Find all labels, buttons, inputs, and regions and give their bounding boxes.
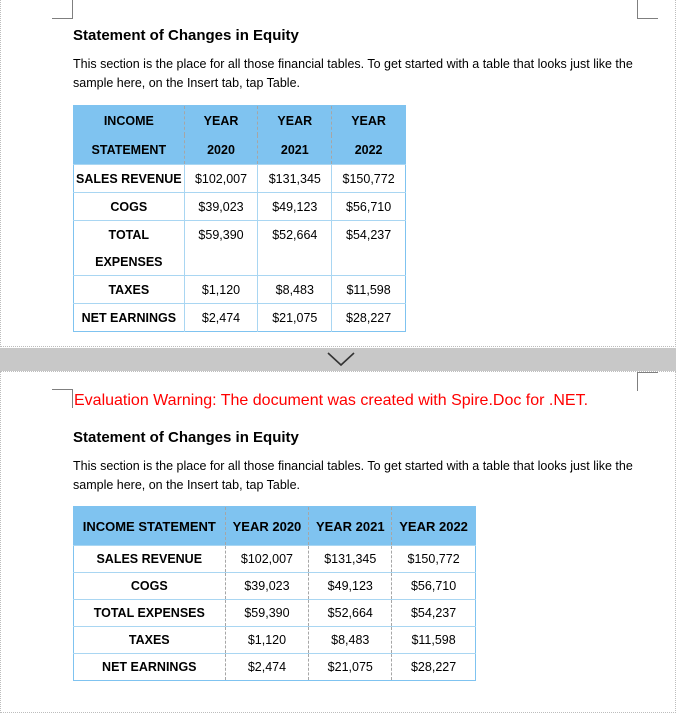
value-cell: $56,710 <box>392 573 476 600</box>
value-cell: $1,120 <box>184 276 258 304</box>
document-page-1 <box>0 0 676 347</box>
section-body: This section is the place for all those financial tables. To get started with a table that looks just like the sample here, on the Insert tab, tap Table. <box>73 57 633 90</box>
value-cell: $2,474 <box>225 654 309 681</box>
table-row <box>74 304 406 332</box>
table-row <box>74 276 406 304</box>
evaluation-warning: Evaluation Warning: The document was created with Spire.Doc for .NET. <box>74 392 589 409</box>
table-row <box>74 654 476 681</box>
page-gap <box>0 348 676 371</box>
table-header-cell: YEAR 2022 <box>392 507 476 546</box>
table-header-row <box>74 507 476 546</box>
table-header-cell: YEAR <box>258 106 332 136</box>
value-cell: $131,345 <box>309 546 392 573</box>
value-cell: $150,772 <box>332 165 406 193</box>
table-header-row <box>74 135 406 165</box>
row-label-cell: SALES REVENUE <box>74 546 226 573</box>
value-cell: $1,120 <box>225 627 309 654</box>
value-cell <box>184 248 258 276</box>
value-cell: $21,075 <box>309 654 392 681</box>
table-header-cell: STATEMENT <box>74 135 185 165</box>
document-page-2 <box>0 371 676 713</box>
table-row <box>74 600 476 627</box>
table-header-cell: YEAR 2020 <box>225 507 309 546</box>
value-cell: $21,075 <box>258 304 332 332</box>
value-cell: $8,483 <box>309 627 392 654</box>
row-label-cell: NET EARNINGS <box>74 654 226 681</box>
value-cell: $2,474 <box>184 304 258 332</box>
section-body: This section is the place for all those financial tables. To get started with a table that looks just like the sample here, on the Insert tab, tap Table. <box>73 459 633 492</box>
value-cell: $52,664 <box>309 600 392 627</box>
income-table-1 <box>73 105 406 332</box>
table-row <box>74 193 406 221</box>
table-header-cell: 2022 <box>332 135 406 165</box>
value-cell: $102,007 <box>225 546 309 573</box>
row-label-cell: NET EARNINGS <box>74 304 185 332</box>
chevron-down-icon[interactable] <box>327 352 355 367</box>
value-cell: $11,598 <box>392 627 476 654</box>
margin-corner-mark <box>52 389 73 408</box>
section-title: Statement of Changes in Equity <box>73 429 299 446</box>
row-label-cell: TAXES <box>74 627 226 654</box>
row-label-cell: TOTAL <box>74 221 185 249</box>
row-label-cell: COGS <box>74 193 185 221</box>
margin-corner-mark <box>637 0 658 19</box>
table-header-row <box>74 106 406 136</box>
table-row <box>74 221 406 249</box>
value-cell: $49,123 <box>258 193 332 221</box>
table-row <box>74 165 406 193</box>
table-header-cell: YEAR <box>332 106 406 136</box>
value-cell: $11,598 <box>332 276 406 304</box>
value-cell: $39,023 <box>225 573 309 600</box>
value-cell: $54,237 <box>392 600 476 627</box>
table-header-cell: 2021 <box>258 135 332 165</box>
table-row <box>74 627 476 654</box>
table-header-cell: 2020 <box>184 135 258 165</box>
value-cell: $102,007 <box>184 165 258 193</box>
row-label-cell: TAXES <box>74 276 185 304</box>
row-label-cell: SALES REVENUE <box>74 165 185 193</box>
value-cell: $28,227 <box>332 304 406 332</box>
value-cell: $39,023 <box>184 193 258 221</box>
value-cell: $59,390 <box>225 600 309 627</box>
value-cell: $54,237 <box>332 221 406 249</box>
value-cell <box>258 248 332 276</box>
value-cell <box>332 248 406 276</box>
table-row <box>74 248 406 276</box>
value-cell: $8,483 <box>258 276 332 304</box>
margin-corner-mark <box>637 372 658 391</box>
table-header-cell: INCOME STATEMENT <box>74 507 226 546</box>
row-label-cell: TOTAL EXPENSES <box>74 600 226 627</box>
table-header-cell: YEAR <box>184 106 258 136</box>
table-row <box>74 546 476 573</box>
value-cell: $131,345 <box>258 165 332 193</box>
table-header-cell: YEAR 2021 <box>309 507 392 546</box>
row-label-cell: COGS <box>74 573 226 600</box>
margin-corner-mark <box>52 0 73 19</box>
table-header-cell: INCOME <box>74 106 185 136</box>
section-title: Statement of Changes in Equity <box>73 27 299 44</box>
value-cell: $59,390 <box>184 221 258 249</box>
value-cell: $150,772 <box>392 546 476 573</box>
value-cell: $56,710 <box>332 193 406 221</box>
table-row <box>74 573 476 600</box>
income-table-2 <box>73 506 476 681</box>
row-label-cell: EXPENSES <box>95 254 163 269</box>
value-cell: $52,664 <box>258 221 332 249</box>
value-cell: $49,123 <box>309 573 392 600</box>
value-cell: $28,227 <box>392 654 476 681</box>
